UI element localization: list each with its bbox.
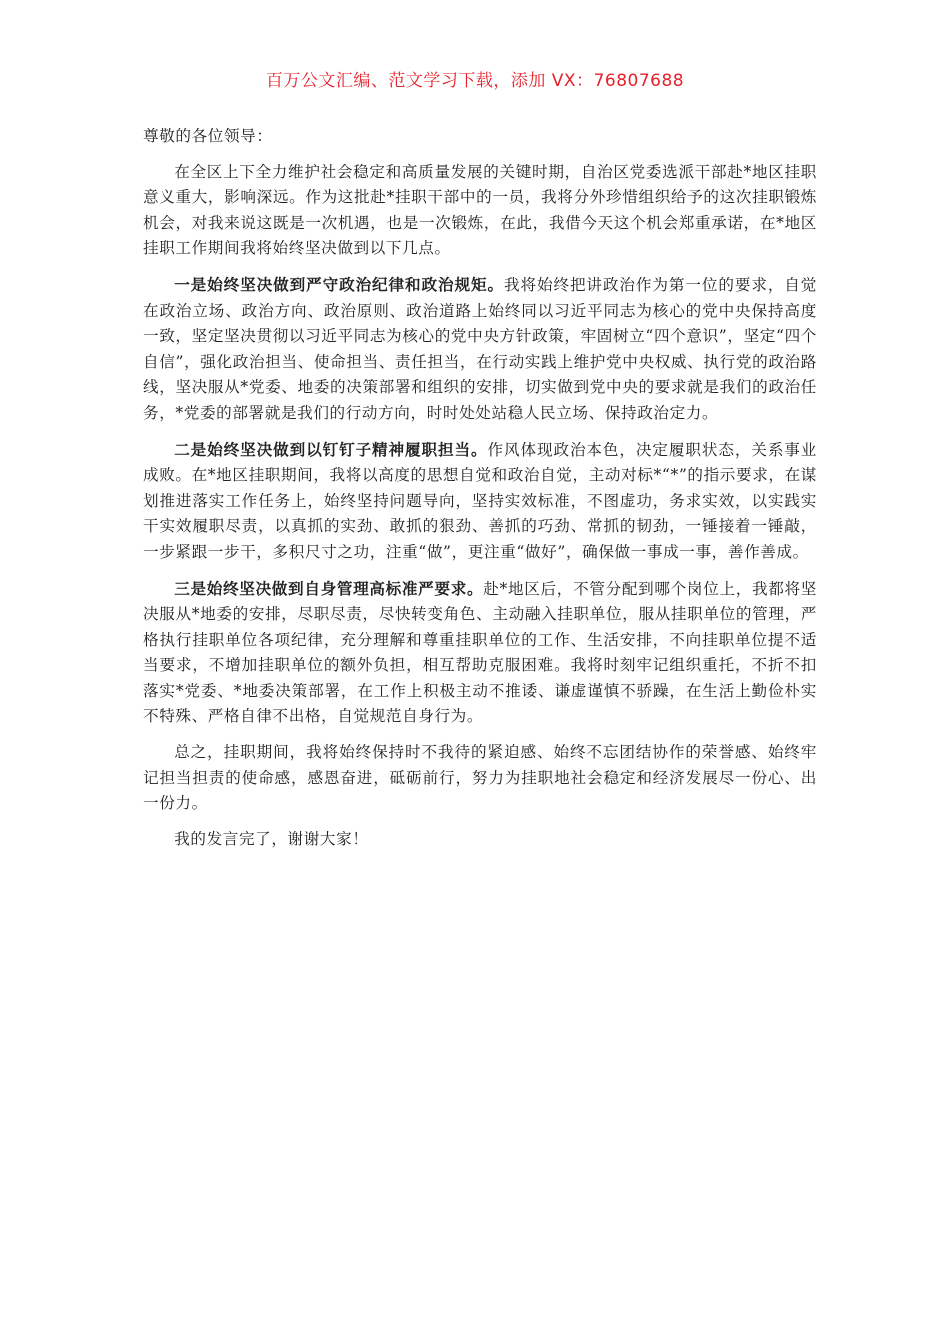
summary-paragraph: 总之，挂职期间，我将始终保持时不我待的紧迫感、始终不忘团结协作的荣誉感、始终牢记担当担责的使命感，感恩奋进，砥砺前行，努力为挂职地社会稳定和经济发展尽一份心、出一份力。 xyxy=(143,743,817,813)
document-body xyxy=(143,124,817,862)
point-3-lead: 三是始终坚决做到自身管理高标准严要求。 xyxy=(174,578,484,598)
intro-paragraph: 在全区上下全力维护社会稳定和高质量发展的关键时期，自治区党委选派干部赴*地区挂职意义重大，影响深远。作为这批赴*挂职干部中的一员，我将分外珍惜组织给予的这次挂职锻炼机会，对我来说这既是一次机遇，也是一次锻炼，在此，我借今天这个机会郑重承诺，在*地区挂职工作期间我将始终坚决做到以下几点。 xyxy=(143,162,817,258)
point-1-text: 我将始终把讲政治作为第一位的要求，自觉在政治立场、政治方向、政治原则、政治道路上始终同以习近平同志为核心的党中央保持高度一致，坚定坚决贯彻以习近平同志为核心的党中央方针政策，牢固树立“四个意识”，坚定“四个自信”，强化政治担当、使命担当、责任担当，在行动实践上维护党中央权威、执行党的政治路线，坚决服从*党委、地委的决策部署和组织的安排，切实做到党中央的要求就是我们的政治任务，*党委的部署就是我们的行动方向，时时处处站稳人民立场、保持政治定力。 xyxy=(143,275,817,422)
salutation: 尊敬的各位领导： xyxy=(143,127,273,145)
point-paragraph-1 xyxy=(143,272,817,427)
closing-line: 我的发言完了，谢谢大家！ xyxy=(174,829,369,848)
point-paragraph-2 xyxy=(143,437,817,566)
point-paragraph-3 xyxy=(143,576,817,731)
point-3-text: 赴*地区后，不管分配到哪个岗位上，我都将坚决服从*地委的安排，尽职尽责，尽快转变角色、主动融入挂职单位，服从挂职单位的管理，严格执行挂职单位各项纪律，充分理解和尊重挂职单位的工作、生活安排，不向挂职单位提不适当要求，不增加挂职单位的额外负担，相互帮助克服困难。我将时刻牢记组织重托，不折不扣落实*党委、*地委决策部署，在工作上积极主动不推诿、谦虚谨慎不骄躁，在生活上勤俭朴实不特殊、严格自律不出格，自觉规范自身行为。 xyxy=(143,579,817,726)
header-banner: 百万公文汇编、范文学习下载，添加 VX：76807688 xyxy=(265,71,685,91)
point-2-lead: 二是始终坚决做到以钉钉子精神履职担当。 xyxy=(174,439,488,459)
point-1-lead: 一是始终坚决做到严守政治纪律和政治规矩。 xyxy=(174,274,504,294)
point-2-text: 作风体现政治本色，决定履职状态，关系事业成败。在*地区挂职期间，我将以高度的思想自觉和政治自觉，主动对标*“*”的指示要求，在谋划推进落实工作任务上，始终坚持问题导向，坚持实效标准，不图虚功，务求实效，以实践实干实效履职尽责，以真抓的实劲、敢抓的狠劲、善抓的巧劲、常抓的韧劲，一锤接着一锤敲，一步紧跟一步干，多积尺寸之功，注重“做”，更注重“做好”，确保做一事成一事，善作善成。 xyxy=(143,440,817,561)
